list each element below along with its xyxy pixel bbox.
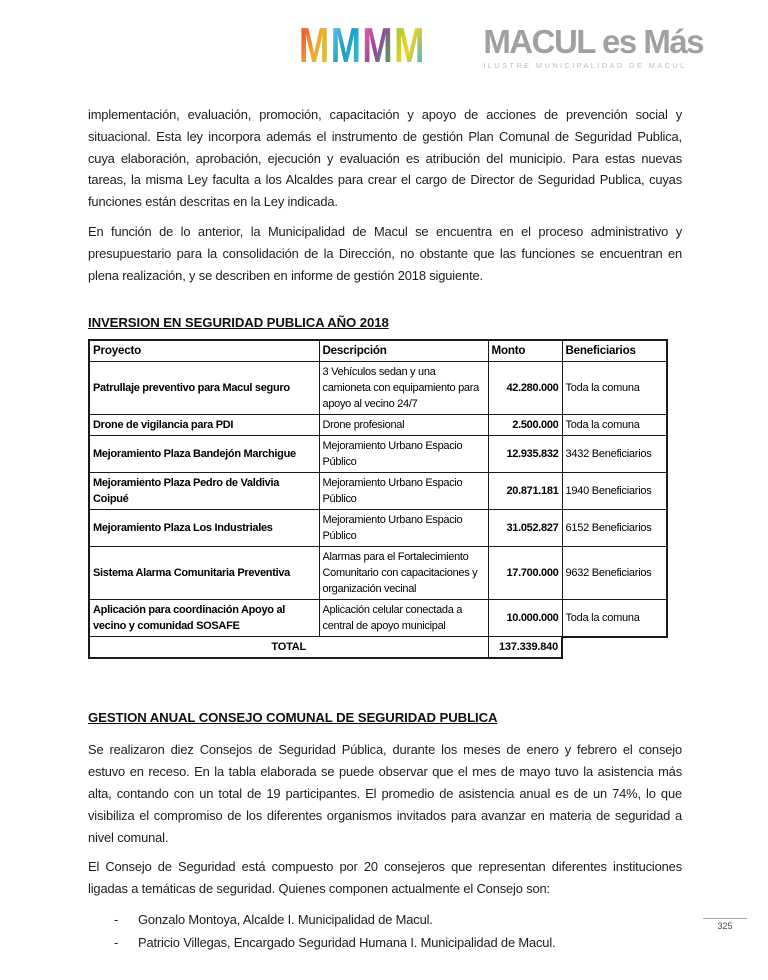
total-value: 137.339.840 <box>488 637 562 659</box>
cell-descripcion: Mejoramiento Urbano Espacio Público <box>319 510 488 547</box>
column-header-beneficiarios: Beneficiarios <box>562 340 667 362</box>
cell-beneficiarios: 3432 Beneficiarios <box>562 436 667 473</box>
section-heading-inversion: INVERSION EN SEGURIDAD PUBLICA AÑO 2018 <box>88 315 389 331</box>
paragraph-intro-1: implementación, evaluación, promoción, capacitación y apoyo de acciones de prevención social y situacional. Esta ley incorpora además el instrumento de gestión Plan Comunal de Seguridad Publica, cuya elaboración, aprobación, ejecución y evaluación es atribución del municipio. Para estas nuevas tareas, la misma Ley faculta a los Alcaldes para crear el cargo de Director de Seguridad Publica, cuyas funciones están descritas en la Ley indicada. <box>88 107 682 210</box>
table-row <box>89 600 667 637</box>
logo-text-block <box>483 24 703 70</box>
column-header-descripcion: Descripción <box>319 340 488 362</box>
logo-m: M <box>362 19 392 73</box>
cell-monto: 10.000.000 <box>488 600 562 637</box>
table-total-row <box>89 637 667 659</box>
cell-monto: 17.700.000 <box>488 547 562 600</box>
cell-beneficiarios: 9632 Beneficiarios <box>562 547 667 600</box>
page-number <box>703 918 747 931</box>
cell-monto: 42.280.000 <box>488 362 562 415</box>
list-item-text: Gonzalo Montoya, Alcalde I. Municipalidad de Macul. <box>138 911 433 927</box>
list-dash-marker: - <box>114 934 119 950</box>
cell-proyecto: Drone de vigilancia para PDI <box>89 415 319 436</box>
cell-monto: 20.871.181 <box>488 473 562 510</box>
table-row <box>89 547 667 600</box>
document-content <box>88 104 682 954</box>
logo-m: M <box>299 19 329 73</box>
page-number-value: 325 <box>717 921 733 931</box>
paragraph-gestion-1: Se realizaron diez Consejos de Seguridad Pública, durante los meses de enero y febrero el consejo estuvo en receso. En la tabla elaborada se puede observar que el mes de mayo tuvo la asistencia más alta, contando con un total de 19 participantes. El promedio de asistencia anual es de un 74%, lo que visibiliza el compromiso de los diferentes organismos invitados para avanzar en materia de seguridad a nivel comunal. <box>88 742 682 845</box>
logo-m: M <box>394 19 424 73</box>
cell-descripcion: 3 Vehículos sedan y una camioneta con equipamiento para apoyo al vecino 24/7 <box>319 362 488 415</box>
total-label: TOTAL <box>89 637 488 659</box>
table-row <box>89 436 667 473</box>
cell-proyecto: Patrullaje preventivo para Macul seguro <box>89 362 319 415</box>
cell-proyecto: Mejoramiento Plaza Bandejón Marchigue <box>89 436 319 473</box>
list-item <box>114 931 682 954</box>
list-dash-marker: - <box>114 911 119 927</box>
cell-beneficiarios: Toda la comuna <box>562 415 667 436</box>
list-item <box>114 908 682 931</box>
cell-descripcion: Aplicación celular conectada a central de apoyo municipal <box>319 600 488 637</box>
cell-proyecto: Mejoramiento Plaza Pedro de Valdivia Coipué <box>89 473 319 510</box>
macul-logo <box>299 19 704 73</box>
table-row <box>89 510 667 547</box>
table-row <box>89 362 667 415</box>
logo-title: MACUL es Más <box>483 23 704 60</box>
cell-descripcion: Drone profesional <box>319 415 488 436</box>
logo-m: M <box>330 19 361 73</box>
cell-monto: 31.052.827 <box>488 510 562 547</box>
cell-proyecto: Sistema Alarma Comunitaria Preventiva <box>89 547 319 600</box>
inversion-table <box>88 339 668 659</box>
list-item-text: Patricio Villegas, Encargado Seguridad Humana I. Municipalidad de Macul. <box>138 934 556 950</box>
paragraph-gestion-2: El Consejo de Seguridad está compuesto por 20 consejeros que representan diferentes instituciones ligadas a temáticas de seguridad. Quienes componen actualmente el Consejo son: <box>88 859 682 897</box>
table-row <box>89 415 667 436</box>
cell-beneficiarios: 6152 Beneficiarios <box>562 510 667 547</box>
logo-subtitle: ILUSTRE MUNICIPALIDAD DE MACUL <box>483 61 687 70</box>
cell-beneficiarios: Toda la comuna <box>562 362 667 415</box>
cell-proyecto: Mejoramiento Plaza Los Industriales <box>89 510 319 547</box>
table-row <box>89 473 667 510</box>
total-row-empty-cell <box>562 637 667 659</box>
paragraph-intro-2: En función de lo anterior, la Municipalidad de Macul se encuentra en el proceso administrativo y presupuestario para la consolidación de la Dirección, no obstante que las funciones se encuentran en plena realización, y se describen en informe de gestión 2018 siguiente. <box>88 223 682 283</box>
cell-descripcion: Alarmas para el Fortalecimiento Comunitario con capacitaciones y organización vecinal <box>319 547 488 600</box>
cell-monto: 2.500.000 <box>488 415 562 436</box>
column-header-proyecto: Proyecto <box>89 340 319 362</box>
council-members-list <box>114 908 682 954</box>
cell-beneficiarios: Toda la comuna <box>562 600 667 637</box>
macul-logo-m-marks <box>299 19 424 73</box>
column-header-monto: Monto <box>488 340 562 362</box>
cell-proyecto: Aplicación para coordinación Apoyo al vecino y comunidad SOSAFE <box>89 600 319 637</box>
cell-monto: 12.935.832 <box>488 436 562 473</box>
section-heading-gestion: GESTION ANUAL CONSEJO COMUNAL DE SEGURIDAD PUBLICA <box>88 710 498 726</box>
table-header-row <box>89 340 667 362</box>
cell-beneficiarios: 1940 Beneficiarios <box>562 473 667 510</box>
cell-descripcion: Mejoramiento Urbano Espacio Público <box>319 473 488 510</box>
cell-descripcion: Mejoramiento Urbano Espacio Público <box>319 436 488 473</box>
